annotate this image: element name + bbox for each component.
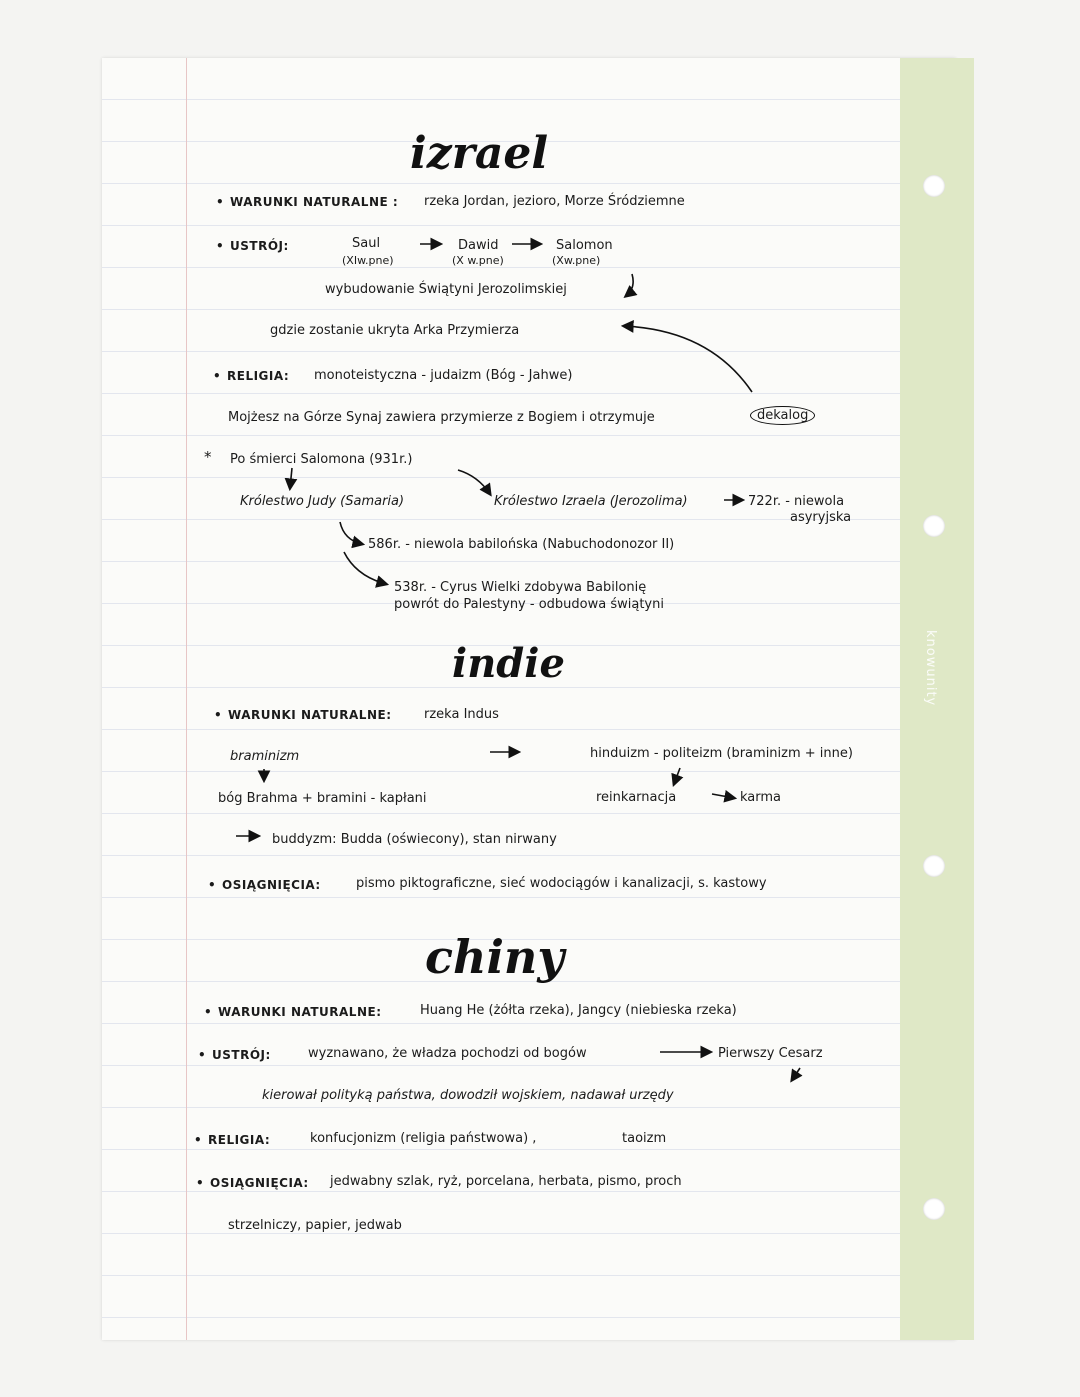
return-palestine: powrót do Palestyny - odbudowa świątyni (394, 597, 664, 612)
section-title-india: indie (452, 640, 565, 687)
temple-construction: wybudowanie Świątyni Jerozolimskiej (325, 282, 567, 297)
hinduism: hinduizm - politeizm (braminizm + inne) (590, 746, 853, 761)
arrow-reinc-karma (712, 794, 734, 798)
arrow-israel-branch (458, 470, 490, 494)
ruler-dawid-date: (X w.pne) (452, 254, 504, 267)
arrow-judah-branch (290, 468, 292, 488)
ruler-saul: Saul (352, 236, 381, 251)
china-osiag-value: jedwabny szlak, ryż, porcelana, herbata, pismo, proch (330, 1174, 682, 1189)
israel-conditions-label: • WARUNKI NATURALNE : (230, 194, 398, 210)
israel-ustroj-label: • USTRÓJ: (230, 238, 289, 254)
arrow-temple-down (626, 274, 633, 296)
buddhism: buddyzm: Budda (oświecony), stan nirwany (272, 832, 557, 847)
china-religia-label: • RELIGIA: (208, 1132, 270, 1148)
first-emperor: Pierwszy Cesarz (718, 1046, 823, 1061)
india-conditions-label: • WARUNKI NATURALNE: (228, 707, 392, 723)
china-ustroj-value: wyznawano, że władza pochodzi od bogów (308, 1046, 587, 1061)
brahma-priests: bóg Brahma + bramini - kapłani (218, 791, 427, 806)
israel-conditions-value: rzeka Jordan, jezioro, Morze Śródziemne (424, 194, 685, 209)
salomon-death: Po śmierci Salomona (931r.) (230, 452, 413, 467)
assyrian-captivity: asyryjska (790, 510, 852, 525)
arrow-decalog-ark (624, 326, 752, 392)
india-conditions-value: rzeka Indus (424, 707, 499, 722)
arrow-to-538 (344, 552, 386, 584)
babylonian-captivity: 586r. - niewola babilońska (Nabuchodonozor II) (368, 537, 675, 552)
israel-religia-value: monoteistyczna - judaizm (Bóg - Jahwe) (314, 368, 573, 383)
moses-text: Mojżesz na Górze Synaj zawiera przymierze z Bogiem i otrzymuje (228, 410, 655, 425)
ruler-salomon-date: (Xw.pne) (552, 254, 601, 267)
ruler-saul-date: (XIw.pne) (342, 254, 394, 267)
ark-of-covenant: gdzie zostanie ukryta Arka Przymierza (270, 323, 520, 338)
india-osiag-value: pismo piktograficzne, sieć wodociągów i kanalizacji, s. kastowy (356, 876, 767, 891)
emperor-duties: kierował polityką państwa, dowodził wojskiem, nadawał urzędy (262, 1088, 674, 1103)
taoism: taoizm (622, 1131, 667, 1146)
ruler-salomon: Salomon (556, 238, 613, 253)
china-conditions-value: Huang He (żółta rzeka), Jangcy (niebieska rzeka) (420, 1003, 737, 1018)
brand-watermark: knowunity (923, 630, 938, 707)
karma: karma (740, 790, 782, 805)
china-religia-value: konfucjonizm (religia państwowa) , (310, 1131, 537, 1146)
kingdom-judah: Królestwo Judy (Samaria) (240, 494, 405, 509)
china-conditions-label: • WARUNKI NATURALNE: (218, 1004, 382, 1020)
china-osiag-value-2: strzelniczy, papier, jedwab (228, 1218, 402, 1233)
section-title-israel: izrael (410, 128, 549, 179)
arrow-emperor-down (792, 1068, 800, 1080)
reincarnation: reinkarnacja (596, 790, 677, 805)
china-osiag-label: • OSIĄGNIĘCIA: (210, 1175, 309, 1191)
china-ustroj-label: • USTRÓJ: (212, 1047, 271, 1063)
braminism: braminizm (230, 749, 300, 764)
asterisk-mark: * (204, 448, 212, 466)
arrow-to-586 (340, 522, 362, 544)
arrow-hindu-reinc (674, 768, 680, 784)
cyrus-conquest: 538r. - Cyrus Wielki zdobywa Babilonię (394, 580, 647, 595)
section-title-china: chiny (425, 930, 565, 984)
israel-religia-label: • RELIGIA: (227, 368, 289, 384)
decalog-circled: dekalog (750, 406, 815, 425)
ruler-dawid: Dawid (458, 238, 499, 253)
kingdom-israel: Królestwo Izraela (Jerozolima) (494, 494, 688, 509)
year-722: 722r. - niewola (748, 494, 845, 509)
india-osiag-label: • OSIĄGNIĘCIA: (222, 877, 321, 893)
